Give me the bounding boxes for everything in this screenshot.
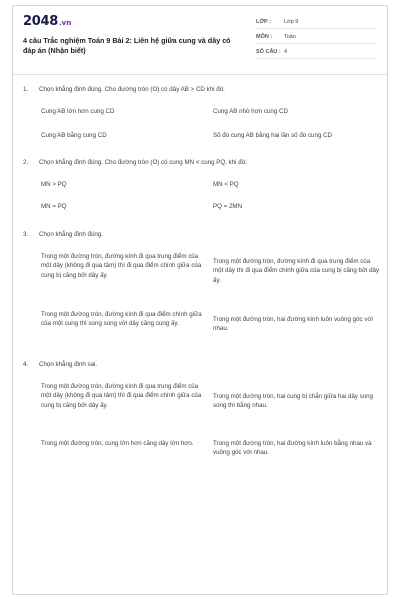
meta-row-count: [256, 48, 376, 59]
option-d[interactable]: Số đo cung AB bằng hai lần số đo cung CD: [213, 132, 333, 139]
question-number: 3.: [23, 231, 29, 238]
question-number: 4.: [23, 361, 29, 368]
meta-key: SỐ CÂU :: [256, 49, 281, 55]
option-c[interactable]: Cung AB bằng cung CD: [41, 132, 107, 139]
option-c[interactable]: MN = PQ: [41, 203, 67, 210]
question-text: Chọn khẳng định đúng.: [39, 231, 103, 238]
option-c[interactable]: Trong một đường tròn, đường kính đi qua điểm chính giữa của một cung thì song song với dây căng cung ấy.: [41, 311, 202, 328]
meta-key: MÔN :: [256, 34, 273, 40]
option-a[interactable]: Trong một đường tròn, đường kính đi qua trung điểm của một dây (không đi qua tâm) thì đi qua điểm chính giữa của cung bị căng bởi dây ấy.: [41, 383, 202, 409]
worksheet-header: [13, 6, 387, 75]
worksheet-meta: [256, 18, 376, 63]
option-d[interactable]: Trong một đường tròn, hai đường kính luôn vuông góc với nhau.: [213, 316, 373, 333]
meta-row-subject: [256, 33, 376, 44]
option-b[interactable]: Trong một đường tròn, đường kính đi qua trung điểm của một dây thì đi qua điểm chính giữa của cung bị căng bởi dây ấy.: [213, 258, 380, 284]
meta-value: Toán: [284, 34, 296, 40]
logo-main: 2048: [23, 14, 58, 29]
option-d[interactable]: Trong một đường tròn, hai đường kính luôn bằng nhau và vuông góc với nhau.: [213, 440, 372, 457]
option-a[interactable]: MN > PQ: [41, 181, 67, 188]
logo-suffix: .vn: [58, 19, 72, 27]
option-b[interactable]: Cung AB nhỏ hơn cung CD: [213, 108, 288, 115]
question-number: 1.: [23, 86, 29, 93]
meta-row-class: [256, 18, 376, 29]
option-c[interactable]: Trong một đường tròn, cung lớn hơn căng dây lớn hơn.: [41, 440, 194, 447]
question-number: 2.: [23, 159, 29, 166]
option-a[interactable]: Trong một đường tròn, đường kính đi qua trung điểm của một dây (không đi qua tâm) thì đi qua điểm chính giữa của cung bị căng bởi dây ấy.: [41, 253, 202, 279]
meta-key: LỚP :: [256, 19, 271, 25]
question-text: Chọn khẳng định đúng. Cho đường tròn (O) có dây AB > CD khi đó:: [39, 86, 225, 93]
meta-value: Lớp 9: [284, 19, 299, 25]
worksheet-page: [12, 5, 388, 595]
meta-value: 4: [284, 49, 288, 55]
site-logo[interactable]: [23, 14, 71, 29]
option-d[interactable]: PQ = 2MN: [213, 203, 243, 210]
option-a[interactable]: Cung AB lớn hơn cung CD: [41, 108, 115, 115]
option-b[interactable]: Trong một đường tròn, hai cung bị chắn giữa hai dây song song thì bằng nhau.: [213, 393, 374, 410]
option-b[interactable]: MN < PQ: [213, 181, 239, 188]
question-text: Chọn khẳng định đúng. Cho đường tròn (O) có cung MN < cung PQ, khi đó:: [39, 159, 247, 166]
worksheet-title: 4 câu Trắc nghiệm Toán 9 Bài 2: Liên hệ giữa cung và dây có đáp án (Nhận biết): [23, 36, 231, 55]
question-text: Chọn khẳng định sai.: [39, 361, 98, 368]
